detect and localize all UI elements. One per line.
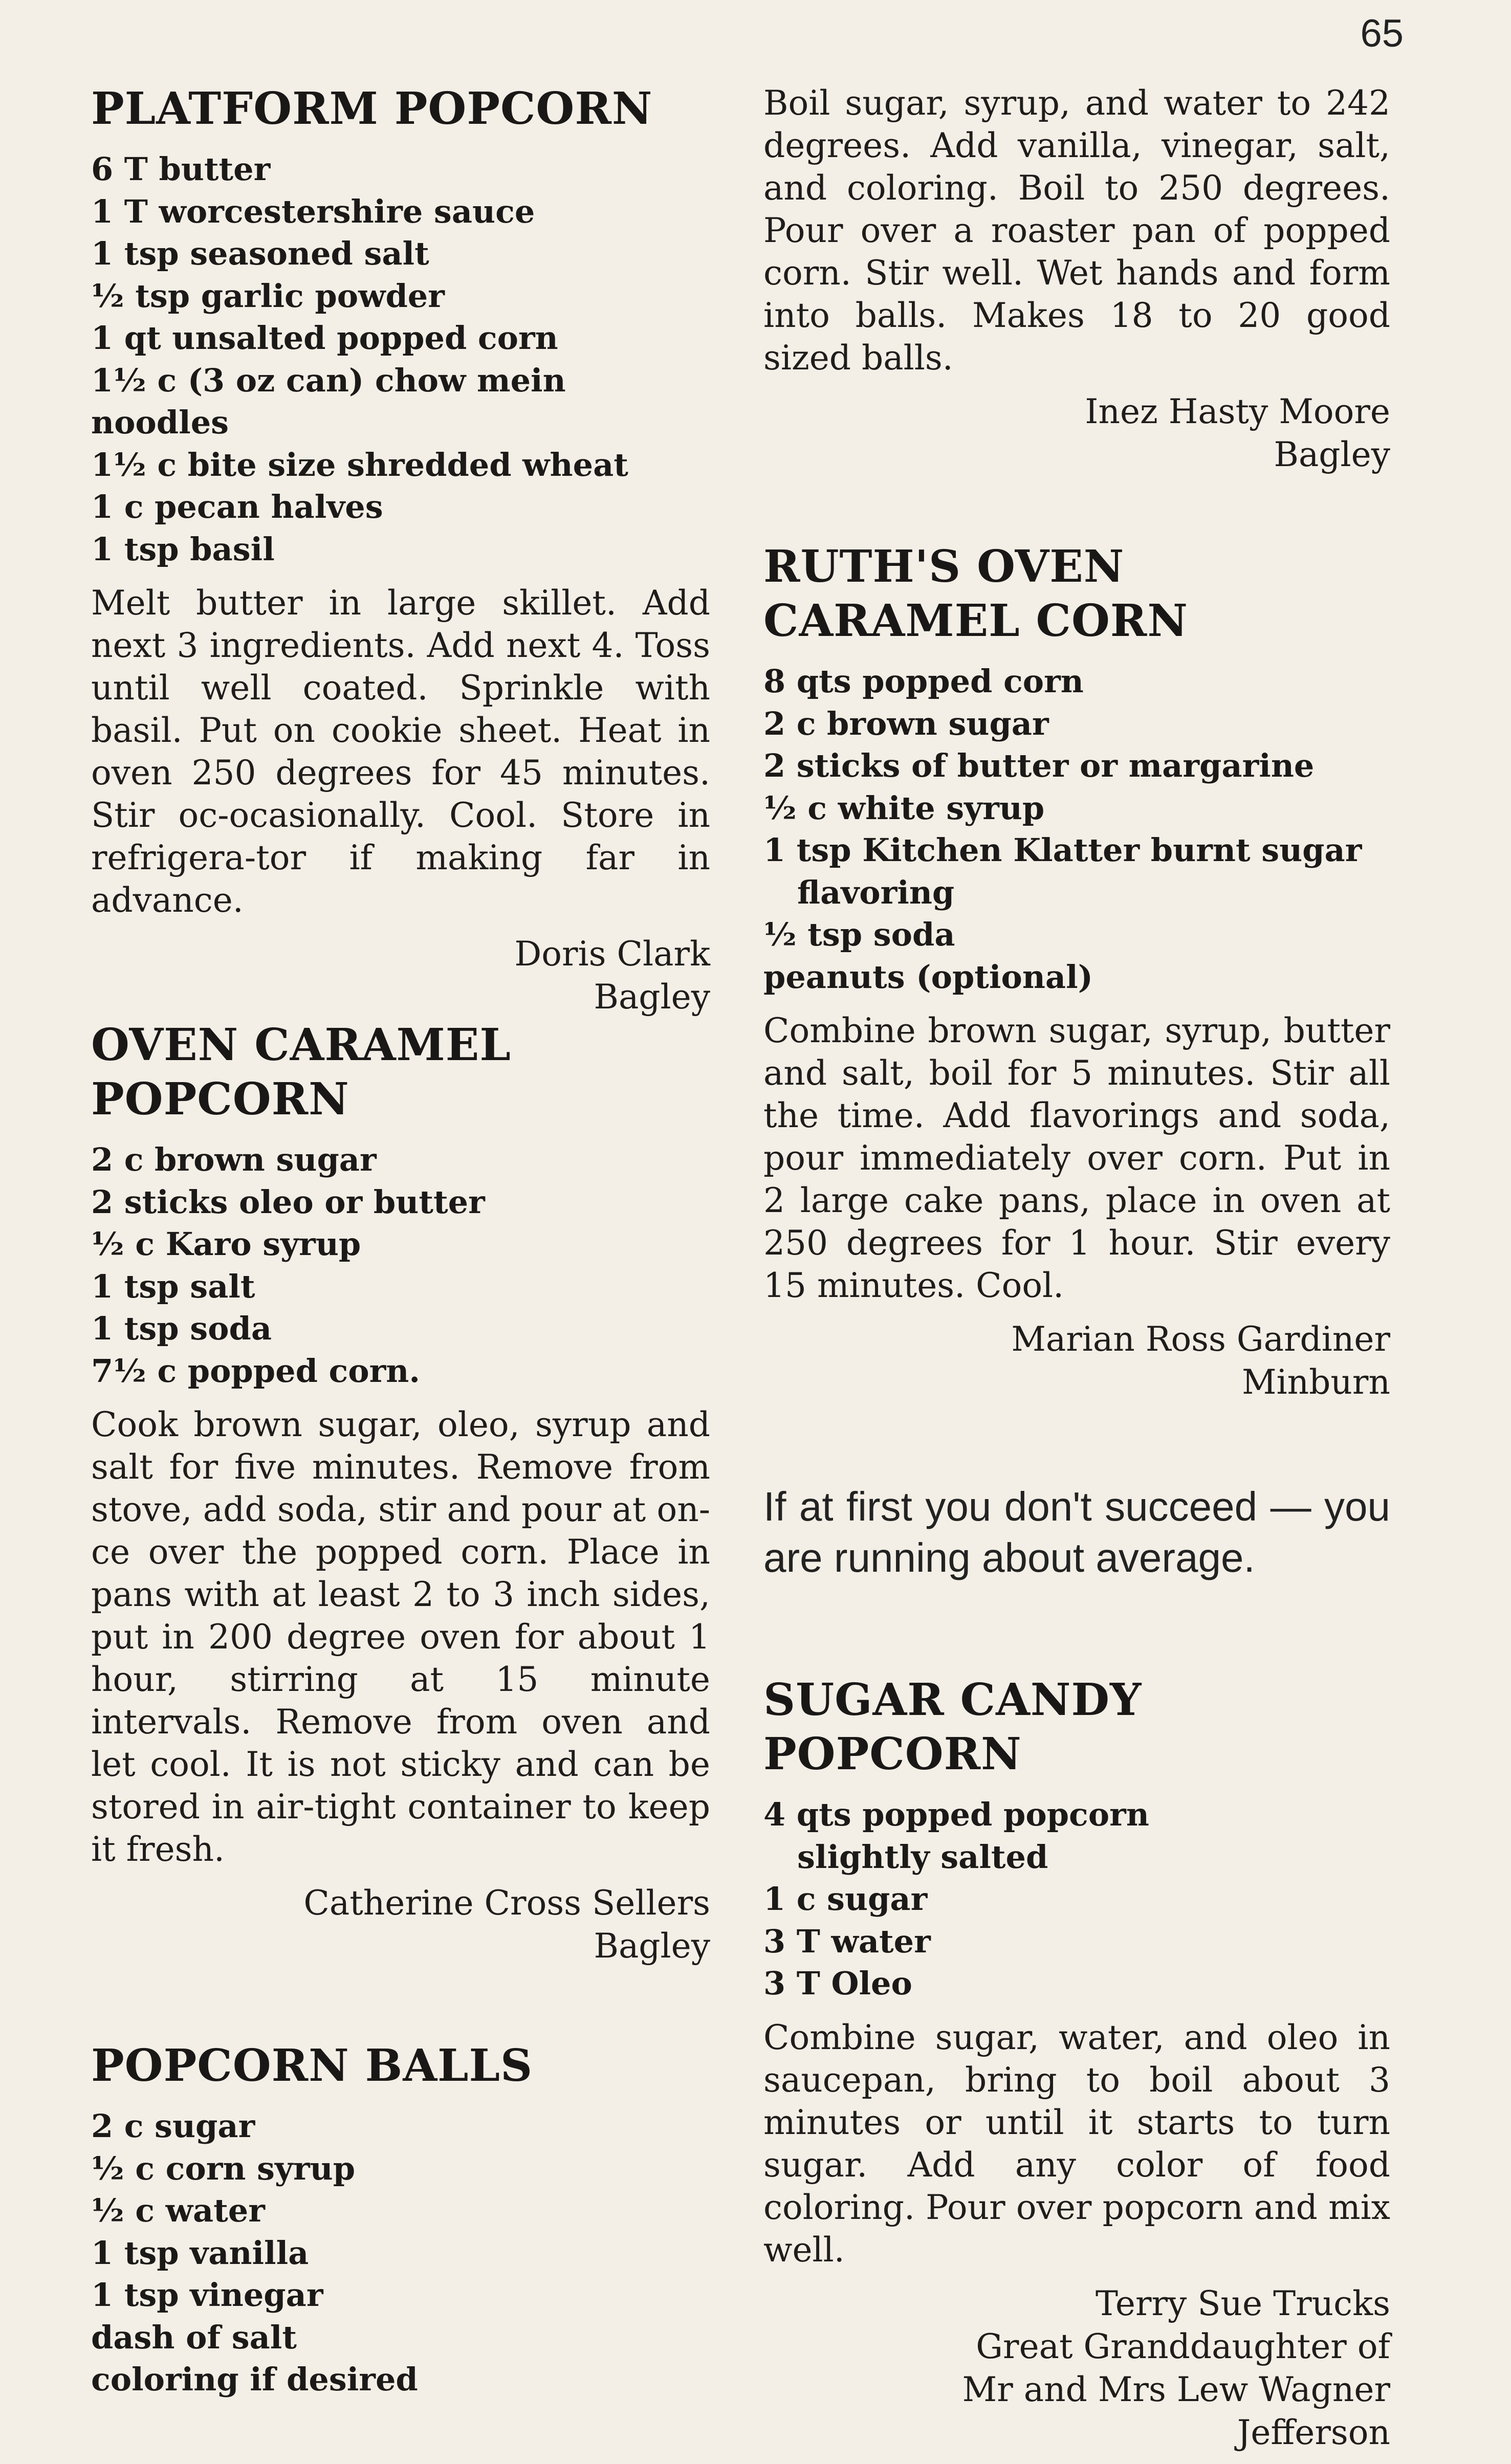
ingredient: 1 c pecan halves [91, 488, 383, 525]
credit-name: Catherine Cross Sellers [303, 1883, 710, 1923]
ingredient: ½ c white syrup [763, 789, 1045, 827]
ingredient: ½ c water [91, 2192, 265, 2229]
ingredient: 6 T butter [91, 150, 271, 188]
recipe-title-line: OVEN CARAMEL [91, 1019, 511, 1071]
credit-place: Minburn [1241, 1362, 1390, 1402]
ingredient: 2 sticks oleo or butter [91, 1183, 485, 1221]
credit-place: Bagley [594, 1926, 710, 1966]
ingredient: 1½ c bite size shredded wheat [91, 446, 628, 483]
ingredient: 1 tsp seasoned salt [91, 235, 429, 272]
ingredient: 3 T water [763, 1922, 931, 1960]
credit-place: Bagley [1274, 435, 1390, 474]
credit-relation-names: Mr and Mrs Lew Wagner [962, 2369, 1390, 2409]
recipe-method: Combine sugar, water, and oleo in saucepan, bring to boil about 3 minutes or until it starts to turn sugar. Add any color of food coloring. Pour over popcorn and mix well. [763, 2017, 1390, 2270]
recipe-credit [763, 390, 1390, 476]
ingredient: 8 qts popped corn [763, 663, 1084, 700]
recipe-credit [91, 1882, 710, 1968]
ingredient: 1 tsp vanilla [91, 2234, 309, 2272]
credit-relation: Great Granddaughter of [976, 2326, 1390, 2366]
recipe-title: SUGAR CANDY POPCORN [763, 1674, 1142, 1780]
ingredient-list [763, 661, 1390, 998]
credit-name: Inez Hasty Moore [1085, 392, 1390, 431]
ingredient: 1 T worcestershire sauce [91, 192, 535, 230]
ingredient: 2 c sugar [91, 2107, 255, 2145]
ingredient: coloring if desired [91, 2361, 418, 2398]
ingredient: ½ tsp garlic powder [91, 277, 445, 315]
recipe-credit [763, 1318, 1390, 1404]
ingredient-list [91, 148, 710, 570]
recipe-method: Melt butter in large skillet. Add next 3 ingredients. Add next 4. Toss until well coated. Sprinkle with basil. Put on cookie sheet. Heat in oven 250 degrees for 45 minutes. Stir oc-ocasionally. Cool. Store in refrigera-tor if making far in advance. [91, 583, 710, 920]
ingredient: 1 tsp soda [91, 1310, 272, 1347]
recipe-sugar-candy-popcorn [763, 1673, 1390, 2454]
credit-name: Doris Clark [514, 934, 710, 974]
recipe-popcorn-balls-continued [763, 82, 1390, 476]
recipe-title-line: POPCORN [91, 1073, 349, 1125]
recipe-title [763, 540, 1390, 648]
recipe-ruths-oven-caramel-corn [763, 540, 1390, 1404]
ingredient: dash of salt [91, 2318, 297, 2356]
ingredient: 1 qt unsalted popped corn [91, 319, 558, 357]
credit-name: Terry Sue Trucks [1096, 2283, 1390, 2323]
ingredient: 1 tsp basil [91, 530, 275, 568]
ingredient: 1½ c (3 oz can) chow mein noodles [91, 361, 566, 441]
filler-quote: If at first you don't succeed — you are running about average. [763, 1484, 1390, 1580]
ingredient: 2 c brown sugar [91, 1141, 377, 1178]
recipe-method: Combine brown sugar, syrup, butter and salt, boil for 5 minutes. Stir all the time. Add flavorings and soda, pour immediately over corn. Put in 2 large cake pans, place in oven at 250 degrees for 1 hour. Stir every 15 minutes. Cool. [763, 1011, 1390, 1305]
ingredient: 3 T Oleo [763, 1965, 912, 2002]
ingredient-list [91, 1139, 710, 1392]
recipe-platform-popcorn [91, 82, 710, 1019]
ingredient: peanuts (optional) [763, 958, 1093, 996]
recipe-title: PLATFORM POPCORN [91, 83, 653, 135]
recipe-title [91, 1018, 710, 1127]
recipe-title-line: RUTH'S OVEN [763, 541, 1125, 592]
recipe-oven-caramel-popcorn [91, 1018, 710, 1968]
ingredient-list [91, 2105, 710, 2401]
ingredient: 2 c brown sugar [763, 705, 1049, 742]
ingredient: ½ c Karo syrup [91, 1225, 361, 1263]
ingredient: 1 tsp vinegar [91, 2276, 323, 2314]
ingredient: ½ tsp soda [763, 916, 955, 953]
credit-place: Bagley [594, 977, 710, 1017]
page-number: 65 [1360, 12, 1404, 55]
recipe-credit [763, 2282, 1390, 2454]
ingredient: 1 tsp salt [91, 1267, 255, 1305]
ingredient: ½ c corn syrup [91, 2149, 356, 2187]
ingredient: flavoring [797, 873, 955, 911]
recipe-credit [91, 933, 710, 1019]
recipe-method: Cook brown sugar, oleo, syrup and salt for five minutes. Remove from stove, add soda, stir and pour at on-ce over the popped corn. Place in pans with at least 2 to 3 inch sides, put in 200 degree oven for about 1 hour, stirring at 15 minute intervals. Remove from oven and let cool. It is not sticky and can be stored in air-tight container to keep it fresh. [91, 1405, 710, 1869]
ingredient: 4 qts popped popcorn [763, 1796, 1149, 1833]
ingredient-list [763, 1794, 1390, 2005]
recipe-title-line: CARAMEL CORN [763, 595, 1188, 647]
credit-name: Marian Ross Gardiner [1011, 1319, 1390, 1359]
credit-place: Jefferson [1237, 2412, 1390, 2452]
ingredient: 2 sticks of butter or margarine [763, 747, 1315, 784]
ingredient: 1 tsp Kitchen Klatter burnt sugar [763, 831, 1362, 869]
recipe-title: POPCORN BALLS [91, 2040, 533, 2092]
recipe-popcorn-balls [91, 2039, 710, 2401]
ingredient: 7½ c popped corn. [91, 1352, 420, 1390]
ingredient: 1 c sugar [763, 1880, 928, 1918]
recipe-method: Boil sugar, syrup, and water to 242 degrees. Add vanilla, vinegar, salt, and coloring. Boil to 250 degrees. Pour over a roaster pan of popped corn. Stir well. Wet hands and form into balls. Makes 18 to 20 good sized balls. [763, 83, 1390, 378]
ingredient: slightly salted [797, 1838, 1048, 1876]
